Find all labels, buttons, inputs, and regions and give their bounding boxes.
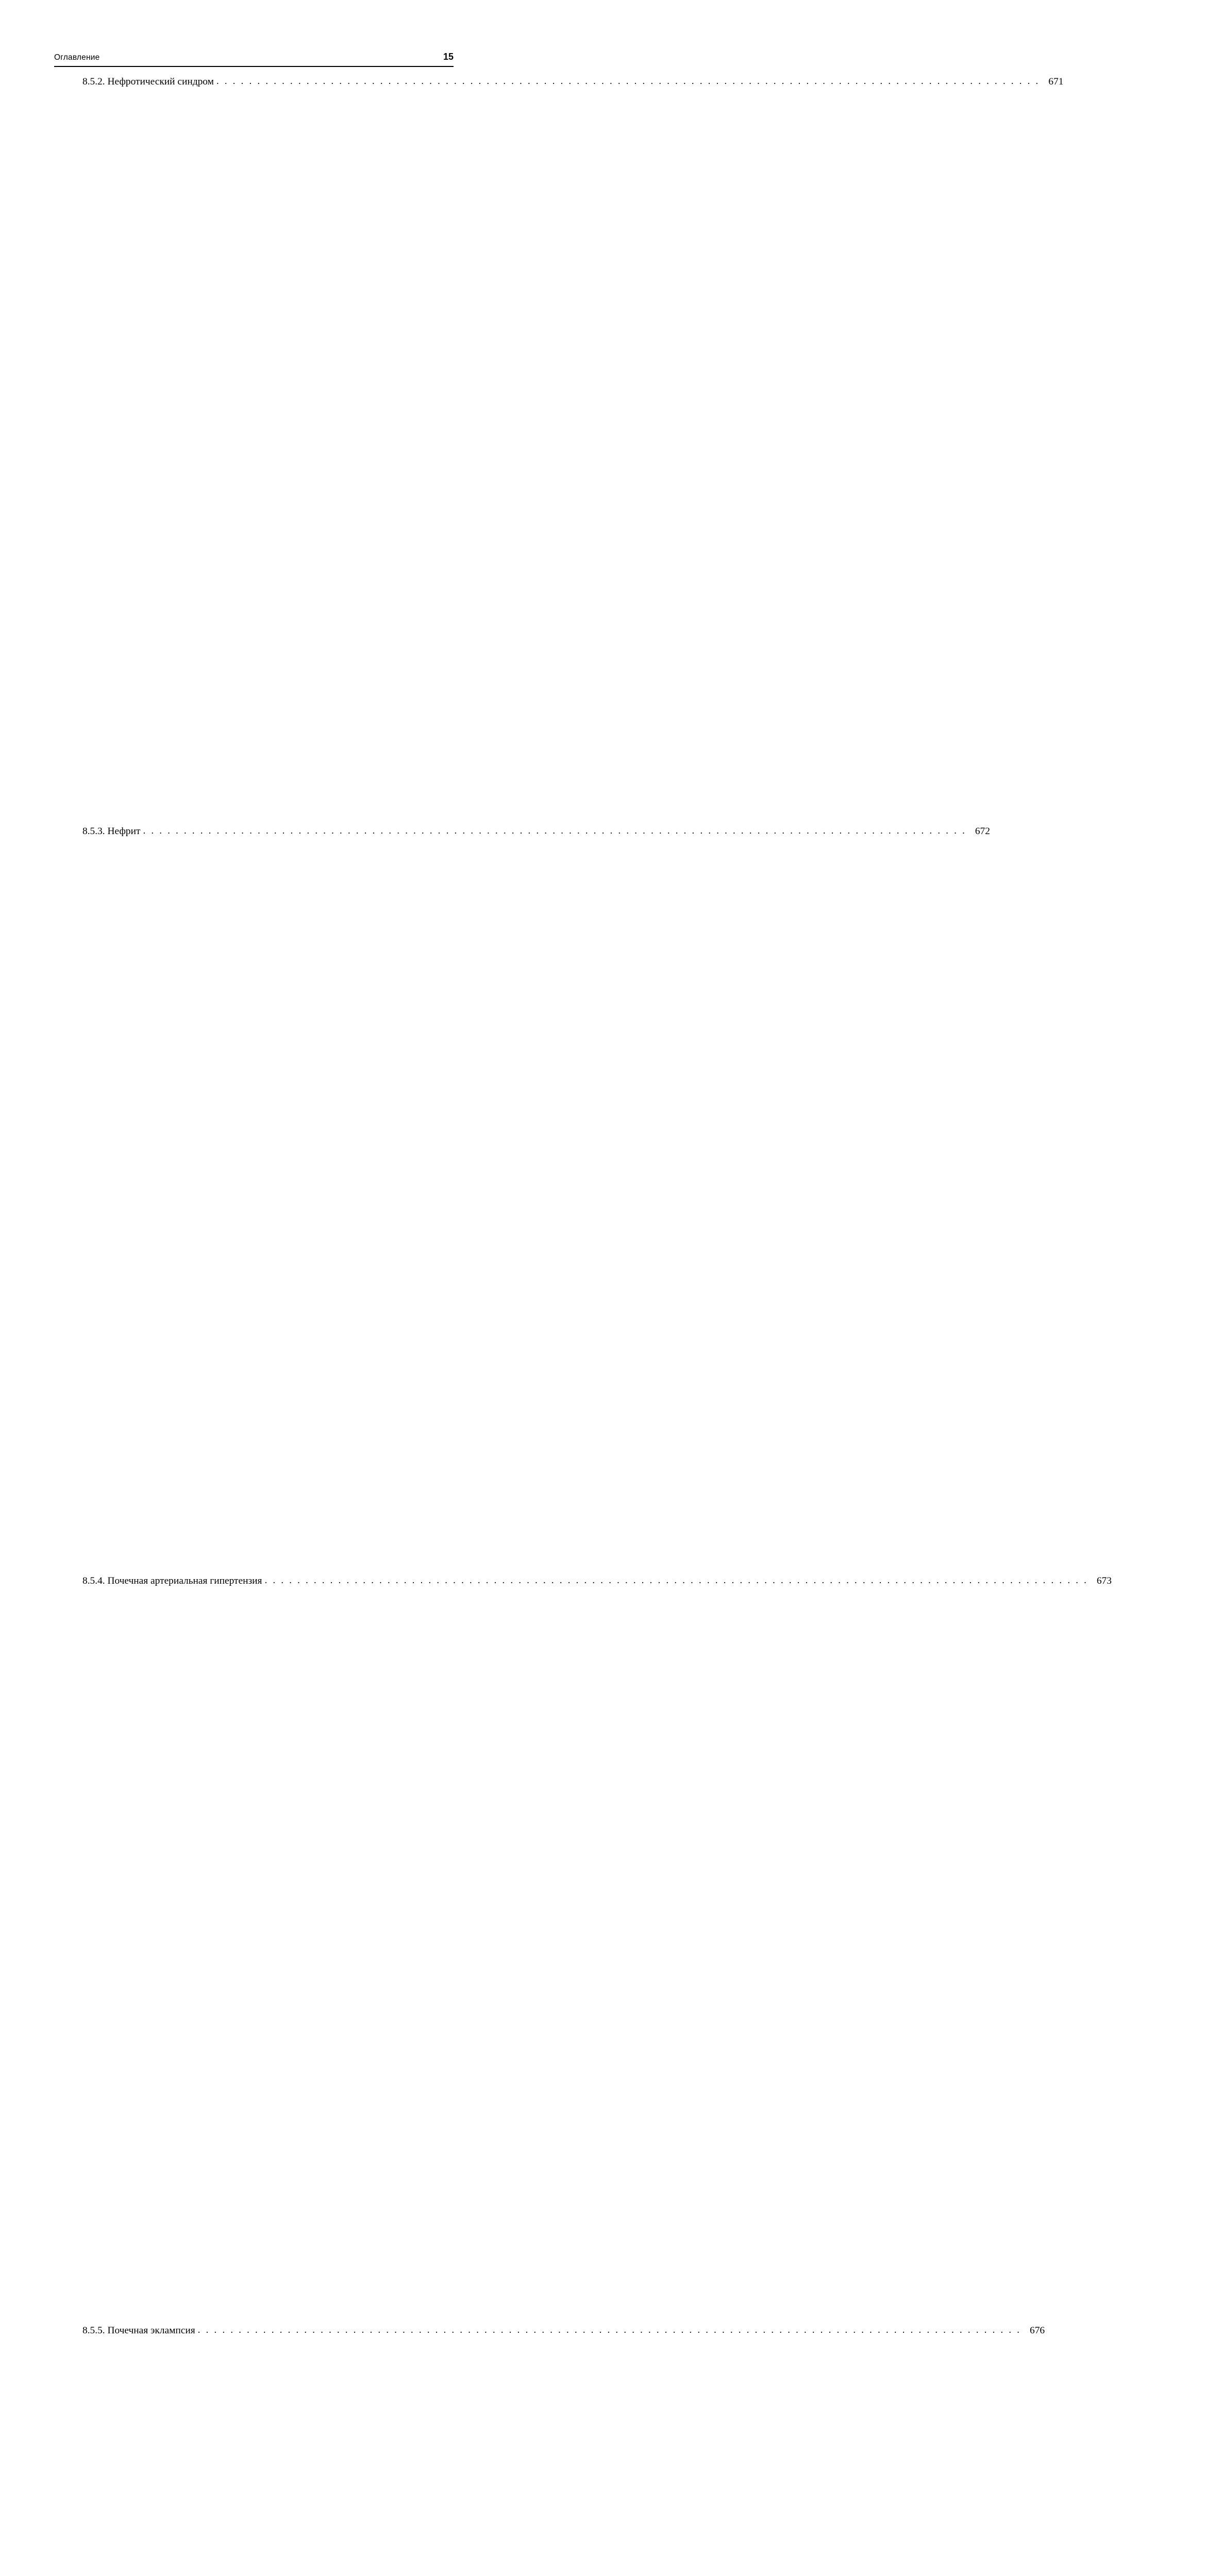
page-header [54, 52, 454, 62]
toc-entry-label: 8.5.2. Нефротический синдром [82, 76, 214, 87]
toc-leader-dots [198, 2323, 1021, 2338]
toc-entry-page: 672 [966, 824, 990, 1573]
toc-entry[interactable] [54, 1573, 1112, 2323]
toc-entry-page: 673 [1088, 1573, 1112, 2323]
toc-entry-page: 676 [1021, 2323, 1045, 2576]
toc-leader-dots [216, 74, 1040, 89]
toc-entry[interactable] [54, 74, 1064, 824]
toc-entry-label: 8.5.3. Нефрит [82, 826, 141, 837]
header-divider [54, 66, 454, 67]
toc-leader-dots [264, 1573, 1087, 1588]
toc-entry[interactable] [54, 824, 990, 1573]
toc-leader-dots [143, 823, 966, 839]
toc-entry-page: 671 [1040, 74, 1063, 824]
toc-entry-label: 8.5.4. Почечная артериальная гипертензия [82, 1575, 262, 1586]
table-of-contents [54, 74, 1112, 2576]
page-number: 15 [443, 52, 454, 62]
toc-entry-label: 8.5.5. Почечная эклампсия [82, 2325, 195, 2336]
toc-entry[interactable] [54, 2323, 1045, 2576]
header-title: Оглавление [54, 53, 100, 62]
